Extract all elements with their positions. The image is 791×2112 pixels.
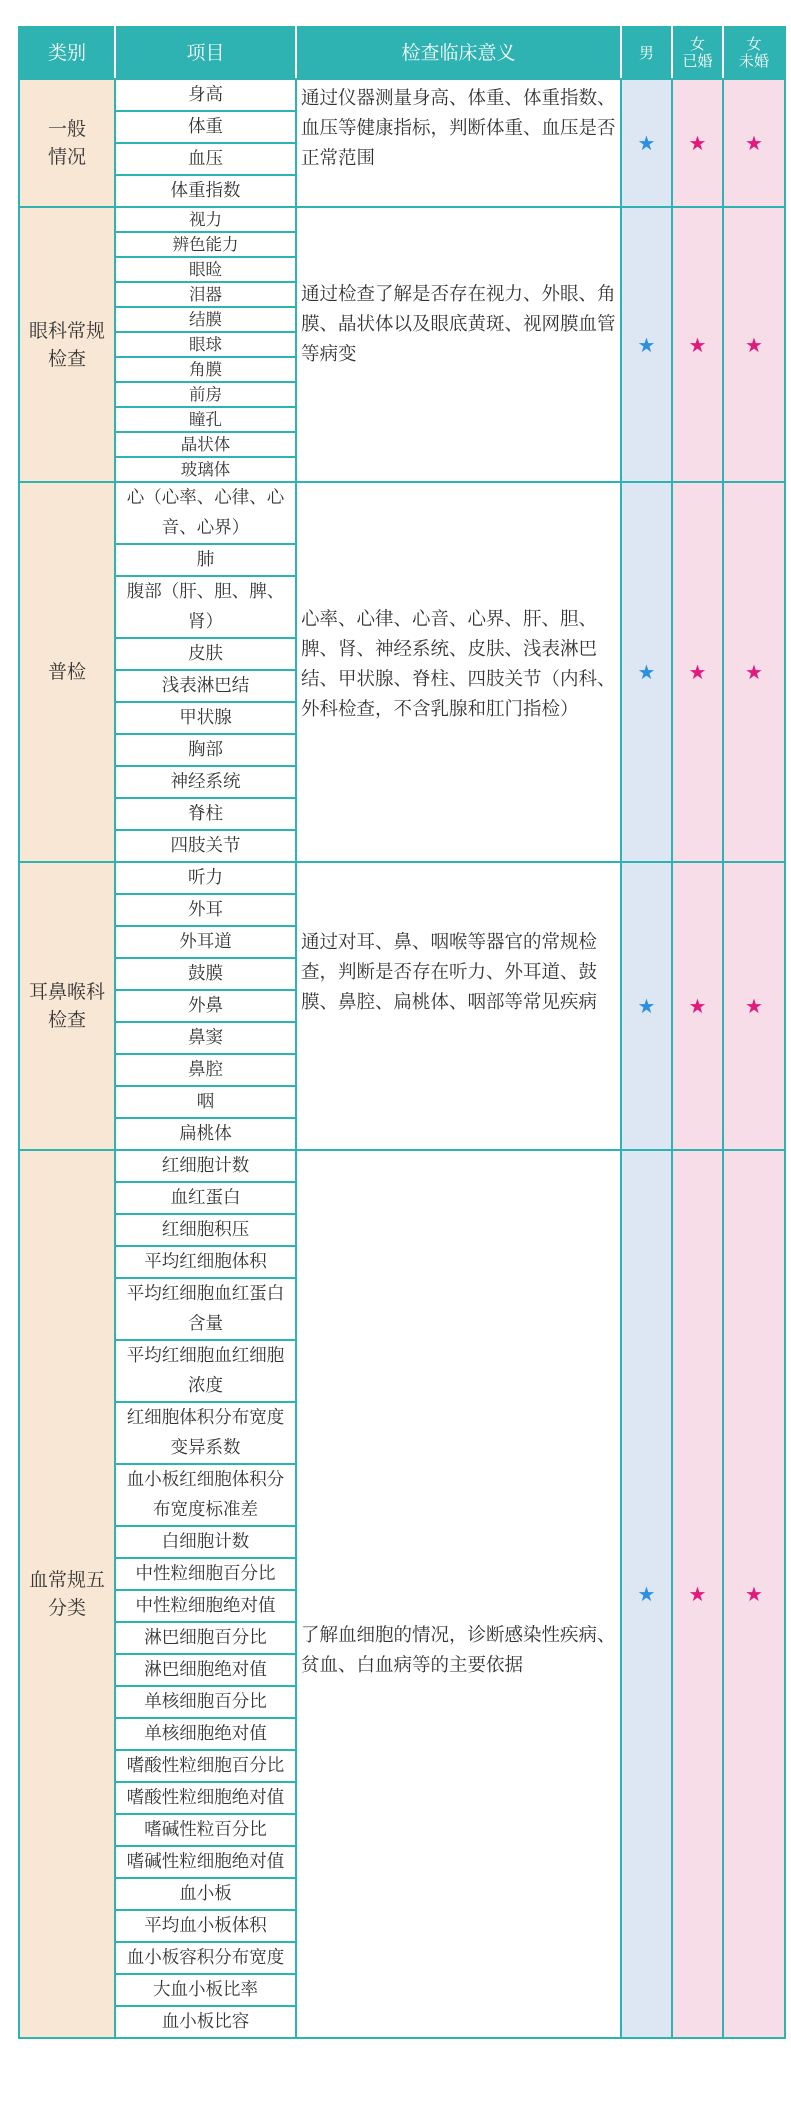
meaning-cell <box>296 862 621 1150</box>
category-cell: 血常规五 分类 <box>19 1150 115 2038</box>
item-cell: 晶状体 <box>115 432 296 457</box>
item-cell: 体重指数 <box>115 175 296 207</box>
item-cell: 血小板比容 <box>115 2006 296 2038</box>
item-cell: 红细胞体积分布宽度变异系数 <box>115 1402 296 1464</box>
item-cell: 眼睑 <box>115 257 296 282</box>
item-cell: 平均红细胞血红蛋白含量 <box>115 1278 296 1340</box>
female-married-star-icon: ★ <box>688 994 707 1018</box>
item-cell: 胸部 <box>115 734 296 766</box>
item-cell: 辨色能力 <box>115 232 296 257</box>
female-married-star-icon: ★ <box>688 332 707 357</box>
category-cell: 眼科常规 检查 <box>19 207 115 482</box>
item-cell: 平均血小板体积 <box>115 1910 296 1942</box>
meaning-text: 通过仪器测量身高、体重、体重指数、血压等健康指标，判断体重、血压是否正常范围 <box>301 88 616 169</box>
female-unmarried-star-icon: ★ <box>745 660 763 684</box>
meaning-text: 了解血细胞的情况，诊断感染性疾病、贫血、白血病等的主要依据 <box>301 1625 616 1676</box>
item-cell: 平均红细胞血红细胞浓度 <box>115 1340 296 1402</box>
female-unmarried-star-icon: ★ <box>745 332 763 357</box>
header-male: 男 <box>621 27 672 79</box>
male-star-icon: ★ <box>637 660 656 684</box>
item-cell: 淋巴细胞绝对值 <box>115 1654 296 1686</box>
table-row <box>19 482 785 544</box>
male-star-cell <box>621 79 672 207</box>
female-unmarried-star-icon: ★ <box>745 131 763 155</box>
female-unmarried-star-cell <box>723 862 785 1150</box>
female-married-star-cell <box>672 482 723 862</box>
header-item: 项目 <box>115 27 296 79</box>
item-cell: 大血小板比率 <box>115 1974 296 2006</box>
item-cell: 中性粒细胞绝对值 <box>115 1590 296 1622</box>
female-unmarried-star-icon: ★ <box>745 1582 763 1606</box>
female-married-star-icon: ★ <box>688 660 707 684</box>
meaning-cell <box>296 79 621 207</box>
item-cell: 嗜酸性粒细胞百分比 <box>115 1750 296 1782</box>
meaning-text: 通过对耳、鼻、咽喉等器官的常规检查，判断是否存在听力、外耳道、鼓膜、鼻腔、扁桃体、咽部等常见疾病 <box>301 932 598 1013</box>
male-star-icon: ★ <box>637 131 656 155</box>
item-cell: 血小板红细胞体积分布宽度标准差 <box>115 1464 296 1526</box>
item-cell: 前房 <box>115 382 296 407</box>
item-cell: 血小板 <box>115 1878 296 1910</box>
item-cell: 外耳道 <box>115 926 296 958</box>
female-unmarried-star-cell <box>723 207 785 482</box>
table-row <box>19 862 785 894</box>
category-cell: 普检 <box>19 482 115 862</box>
item-cell: 咽 <box>115 1086 296 1118</box>
item-cell: 血小板容积分布宽度 <box>115 1942 296 1974</box>
exam-table <box>18 26 786 2039</box>
item-cell: 眼球 <box>115 332 296 357</box>
item-cell: 嗜碱性粒细胞绝对值 <box>115 1846 296 1878</box>
female-unmarried-star-icon: ★ <box>745 994 763 1018</box>
item-cell: 皮肤 <box>115 638 296 670</box>
item-cell: 体重 <box>115 111 296 143</box>
item-cell: 四肢关节 <box>115 830 296 862</box>
header-category: 类别 <box>19 27 115 79</box>
item-cell: 单核细胞百分比 <box>115 1686 296 1718</box>
category-cell: 一般 情况 <box>19 79 115 207</box>
male-star-icon: ★ <box>637 1582 656 1606</box>
item-cell: 平均红细胞体积 <box>115 1246 296 1278</box>
item-cell: 嗜碱性粒百分比 <box>115 1814 296 1846</box>
male-star-cell <box>621 1150 672 2038</box>
female-married-star-cell <box>672 862 723 1150</box>
item-cell: 白细胞计数 <box>115 1526 296 1558</box>
item-cell: 鼓膜 <box>115 958 296 990</box>
item-cell: 中性粒细胞百分比 <box>115 1558 296 1590</box>
header-meaning: 检查临床意义 <box>296 27 621 79</box>
header-female-unmarried: 女 未婚 <box>723 27 785 79</box>
item-cell: 淋巴细胞百分比 <box>115 1622 296 1654</box>
header-female-married: 女 已婚 <box>672 27 723 79</box>
item-cell: 血红蛋白 <box>115 1182 296 1214</box>
category-cell: 耳鼻喉科 检查 <box>19 862 115 1150</box>
female-married-star-icon: ★ <box>688 131 707 155</box>
item-cell: 玻璃体 <box>115 457 296 482</box>
meaning-cell <box>296 482 621 862</box>
item-cell: 心（心率、心律、心音、心界） <box>115 482 296 544</box>
female-married-star-cell <box>672 1150 723 2038</box>
female-unmarried-star-cell <box>723 79 785 207</box>
item-cell: 瞳孔 <box>115 407 296 432</box>
item-cell: 鼻窦 <box>115 1022 296 1054</box>
item-cell: 红细胞积压 <box>115 1214 296 1246</box>
female-unmarried-star-cell <box>723 1150 785 2038</box>
meaning-cell <box>296 1150 621 2038</box>
item-cell: 鼻腔 <box>115 1054 296 1086</box>
male-star-cell <box>621 482 672 862</box>
female-married-star-icon: ★ <box>688 1582 707 1606</box>
item-cell: 结膜 <box>115 307 296 332</box>
female-married-star-cell <box>672 79 723 207</box>
male-star-icon: ★ <box>637 994 656 1018</box>
item-cell: 泪器 <box>115 282 296 307</box>
item-cell: 嗜酸性粒细胞绝对值 <box>115 1782 296 1814</box>
female-married-star-cell <box>672 207 723 482</box>
meaning-cell <box>296 207 621 482</box>
item-cell: 视力 <box>115 207 296 232</box>
item-cell: 单核细胞绝对值 <box>115 1718 296 1750</box>
table-header-row <box>19 27 785 79</box>
item-cell: 脊柱 <box>115 798 296 830</box>
item-cell: 身高 <box>115 79 296 111</box>
item-cell: 肺 <box>115 544 296 576</box>
item-cell: 角膜 <box>115 357 296 382</box>
female-unmarried-star-cell <box>723 482 785 862</box>
male-star-icon: ★ <box>637 332 656 357</box>
male-star-cell <box>621 207 672 482</box>
item-cell: 浅表淋巴结 <box>115 670 296 702</box>
item-cell: 扁桃体 <box>115 1118 296 1150</box>
item-cell: 外耳 <box>115 894 296 926</box>
item-cell: 腹部（肝、胆、脾、肾） <box>115 576 296 638</box>
table-row <box>19 1150 785 1182</box>
meaning-text: 通过检查了解是否存在视力、外眼、角膜、晶状体以及眼底黄斑、视网膜血管等病变 <box>301 284 616 365</box>
item-cell: 红细胞计数 <box>115 1150 296 1182</box>
exam-table-container <box>18 26 784 2039</box>
item-cell: 外鼻 <box>115 990 296 1022</box>
item-cell: 甲状腺 <box>115 702 296 734</box>
meaning-text: 心率、心律、心音、心界、肝、胆、脾、肾、神经系统、皮肤、浅表淋巴结、甲状腺、脊柱、四肢关节（内科、外科检查，不含乳腺和肛门指检） <box>301 609 616 720</box>
table-row <box>19 207 785 232</box>
table-row <box>19 79 785 111</box>
item-cell: 血压 <box>115 143 296 175</box>
item-cell: 神经系统 <box>115 766 296 798</box>
male-star-cell <box>621 862 672 1150</box>
item-cell: 听力 <box>115 862 296 894</box>
